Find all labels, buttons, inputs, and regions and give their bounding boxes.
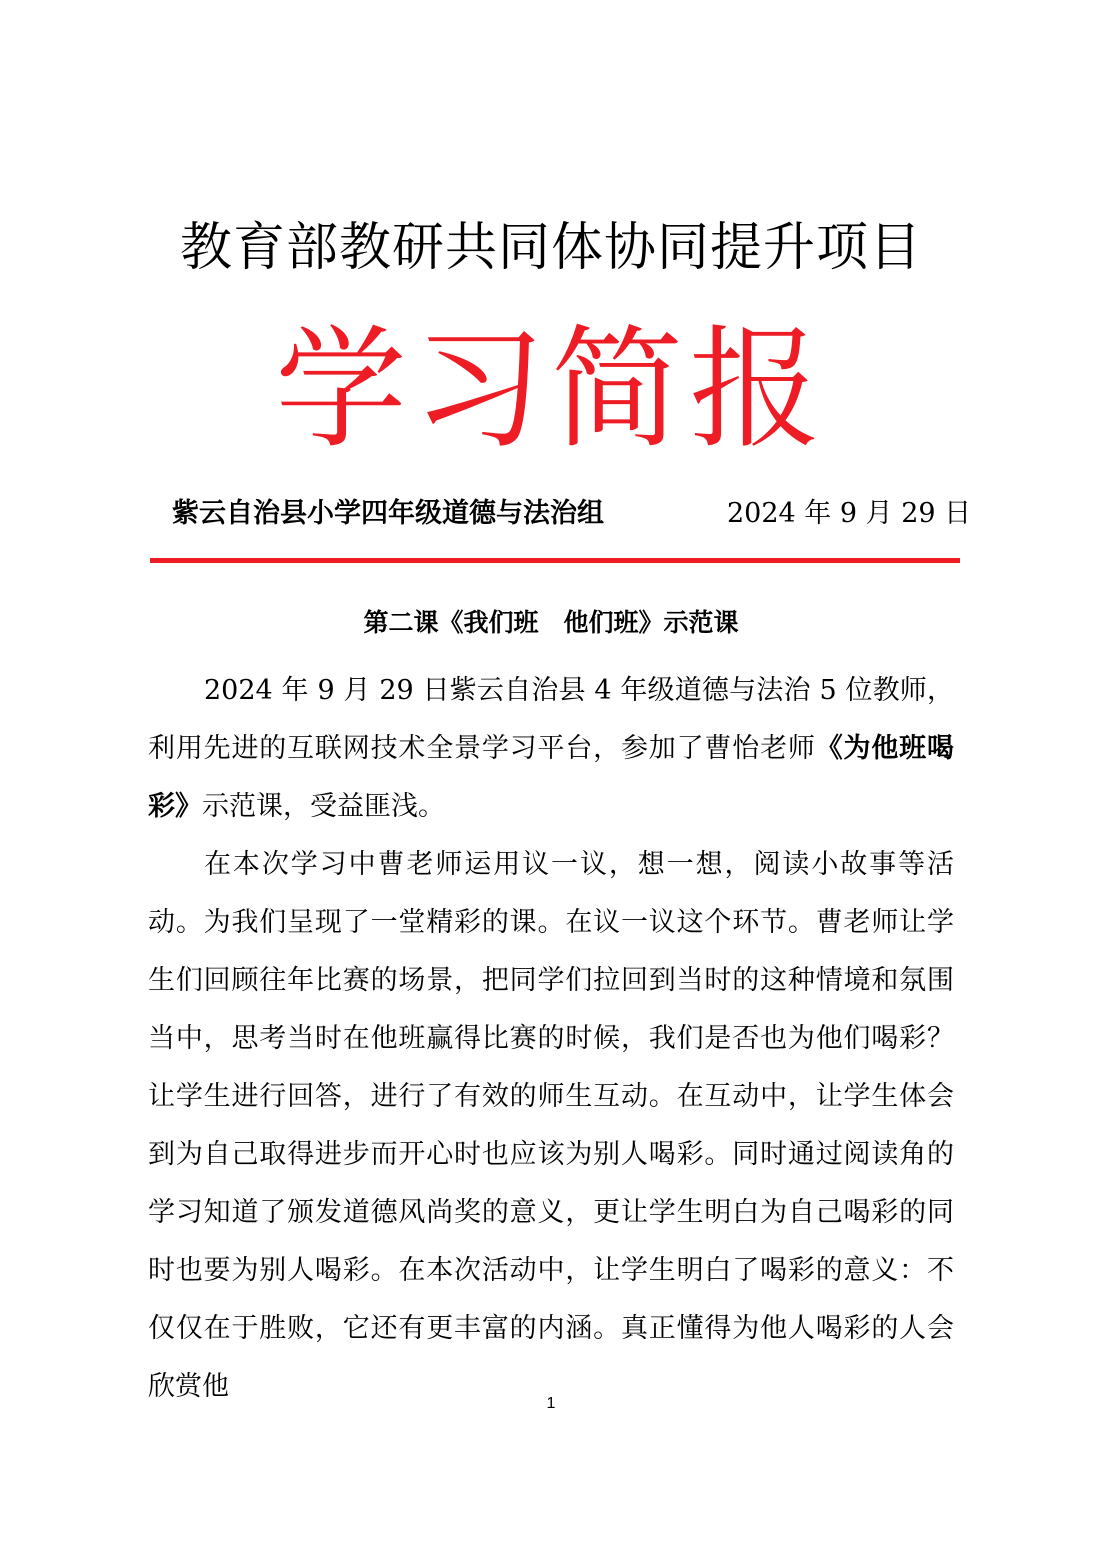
header-divider <box>150 558 960 563</box>
paragraph-1 <box>148 662 954 836</box>
paragraph-1-text: 2024 年 9 月 29 日紫云自治县 4 年级道德与法治 5 位教师，利用先进的互联网技术全景学习平台，参加了曹怡老师 <box>148 675 954 764</box>
lesson-name: 《为他班喝彩》 <box>148 733 955 822</box>
article-body <box>148 662 954 1416</box>
paragraph-2: 在本次学习中曹老师运用议一议，想一想，阅读小故事等活动。为我们呈现了一堂精彩的课。在议一议这个环节。曹老师让学生们回顾往年比赛的场景，把同学们拉回到当时的这种情境和氛围当中，思考当时在他班赢得比赛的时候，我们是否也为他们喝彩？让学生进行回答，进行了有效的师生互动。在互动中，让学生体会到为自己取得进步而开心时也应该为别人喝彩。同时通过阅读角的学习知道了颁发道德风尚奖的意义，更让学生明白为自己喝彩的同时也要为别人喝彩。在本次活动中，让学生明白了喝彩的意义：不仅仅在于胜败，它还有更丰富的内涵。真正懂得为他人喝彩的人会欣赏他 <box>148 849 954 1402</box>
masthead-title: 学习简报 <box>275 313 827 467</box>
issue-date: 2024 年 9 月 29 日 <box>727 498 972 529</box>
article-title: 第二课《我们班 他们班》示范课 <box>363 608 739 637</box>
organization-name: 紫云自治县小学四年级道德与法治组 <box>172 498 604 529</box>
page-number: 1 <box>546 1395 556 1412</box>
project-title: 教育部教研共同体协同提升项目 <box>179 218 922 278</box>
paragraph-1-tail: 示范课，受益匪浅。 <box>202 791 445 822</box>
